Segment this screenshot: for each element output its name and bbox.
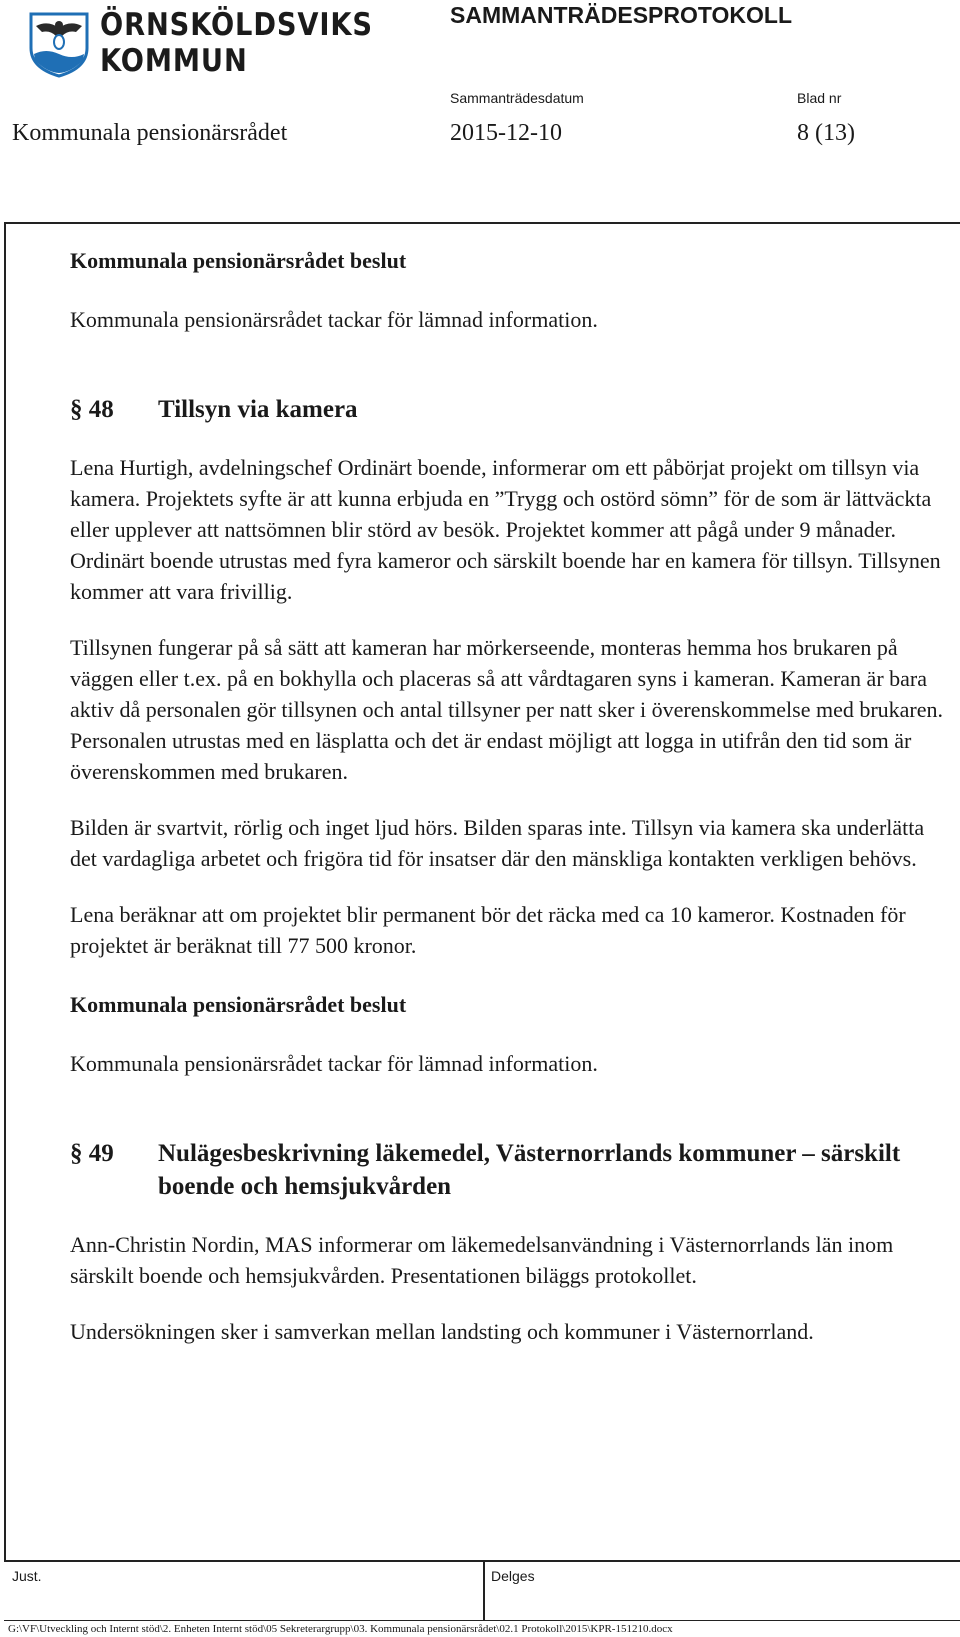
frame-footer-divider [483,1560,485,1620]
justering-label: Just. [12,1568,42,1584]
paragraph: Ann-Christin Nordin, MAS informerar om läkemedelsanvändning i Västernorrlands län inom särskilt boende och hemsjukvården. Presentationen biläggs protokollet. [70,1232,894,1288]
paragraph: Bilden är svartvit, rörlig och inget ljud hörs. Bilden sparas inte. Tillsyn via kamera ska underlätta det vardagliga arbetet och frigöra tid för insatser där den mänskliga kontakten verkligen behövs. [70,815,925,871]
section-48-heading [70,393,955,426]
coat-of-arms-icon [28,10,90,78]
section-number: § 49 [70,1140,114,1167]
frame-left-rule [4,222,6,1560]
section-number: § 48 [70,396,114,423]
delges-label: Delges [491,1568,535,1584]
logo-text-line2: KOMMUN [100,43,248,79]
section-title: Tillsyn via kamera [158,396,358,423]
paragraph: Undersökningen sker i samverkan mellan landsting och kommuner i Västernorrland. [70,1319,814,1344]
body-name: Kommunala pensionärsrådet [12,120,288,146]
paragraph: Tillsynen fungerar på så sätt att kameran har mörkerseende, monteras hemma hos brukaren på väggen eller t.ex. på en bokhylla och placeras så att vårdtagaren syns i kameran. Kameran är bara aktiv då personalen gör tillsynen och antal tillsyner per natt sker i överenskommelse med brukaren. Personalen utrustas med en läsplatta och det är endast möjligt att logga in utifrån den tid som är överenskommen med brukaren. [70,635,944,784]
municipality-logo [28,7,373,82]
decision-text: Kommunala pensionärsrådet tackar för lämnad information. [70,307,598,332]
protocol-body [70,242,955,1347]
frame-top-rule [4,222,960,224]
meeting-date: 2015-12-10 [450,120,562,146]
date-label: Sammanträdesdatum [450,90,584,106]
page-number: 8 (13) [797,120,855,146]
file-path: G:\VF\Utveckling och Internt stöd\2. Enheten Internt stöd\05 Sekreterargrupp\03. Kommunala pensionärsrådet\02.1 Protokoll\2015\KPR-151210.docx [8,1623,673,1635]
decision-heading: Kommunala pensionärsrådet beslut [70,992,407,1017]
decision-text: Kommunala pensionärsrådet tackar för lämnad information. [70,1051,598,1076]
page-label: Blad nr [797,90,842,106]
document-type: SAMMANTRÄDESPROTOKOLL [450,2,793,28]
frame-bottom-rule [4,1620,960,1621]
paragraph: Lena beräknar att om projektet blir permanent bör det räcka med ca 10 kameror. Kostnaden för projektet är beräknat till 77 500 kronor. [70,902,906,958]
logo-text-line1: ÖRNSKÖLDSVIKS [100,7,373,43]
section-title: Nulägesbeskrivning läkemedel, Västernorrlands kommuner – särskilt boende och hemsjukvården [158,1140,901,1200]
section-49-heading [70,1137,955,1203]
frame-footer-rule [4,1560,960,1562]
decision-heading: Kommunala pensionärsrådet beslut [70,248,407,273]
paragraph: Lena Hurtigh, avdelningschef Ordinärt boende, informerar om ett påbörjat projekt om tillsyn via kamera. Projektets syfte är att kunna erbjuda en ”Trygg och ostörd sömn” för de som är lättväckta eller upplever att nattsömnen blir störd av besök. Projektet kommer att pågå under 9 månader. Ordinärt boende utrustas med fyra kameror och särskilt boende har en kamera för tillsyn. Tillsynen kommer att vara frivillig. [70,455,941,604]
